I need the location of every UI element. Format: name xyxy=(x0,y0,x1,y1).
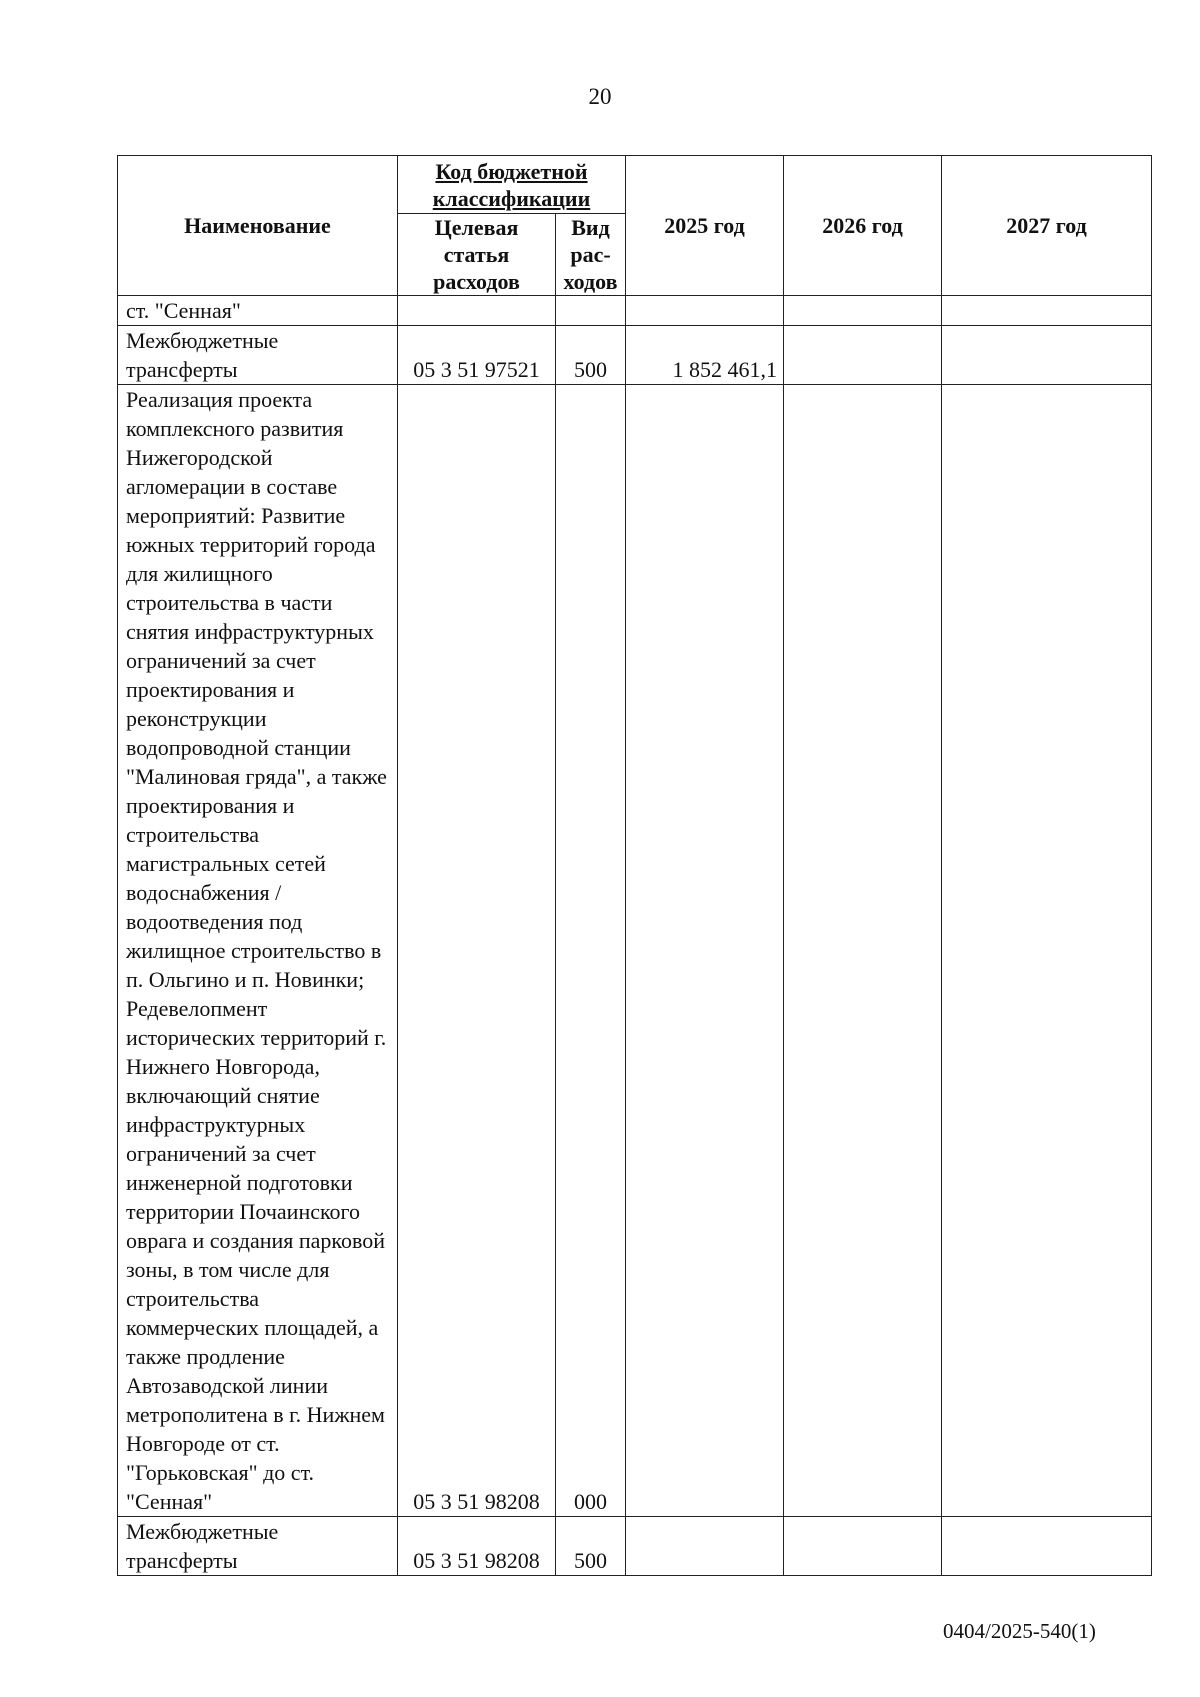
header-name: Наименование xyxy=(118,156,398,296)
header-2027: 2027 год xyxy=(942,156,1152,296)
budget-table xyxy=(117,155,1152,1576)
row-name: Реализация проекта комплексного развития Нижегородской агломерации в составе мероприятий: Развитие южных территорий города для жилищного строительства в части снятия инфраструктурных ограничений за счет проектирования и реконструкции водопроводной станции "Малиновая гряда", а также проектирования и строительства магистральных сетей водоснабжения / водоотведения под жилищное строительство в п. Ольгино и п. Новинки; Редевелопмент исторических территорий г. Нижнего Новгорода, включающий снятие инфраструктурных ограничений за счет инженерной подготовки территории Почаинского оврага и создания парковой зоны, в том числе для строительства коммерческих площадей, а также продление Автозаводской линии метрополитена в г. Нижнем Новгороде от ст. "Горьковская" до ст. "Сенная" xyxy=(118,385,398,1517)
header-expense-type: Вид рас-ходов xyxy=(556,214,626,296)
row-2026 xyxy=(784,296,942,326)
row-2027 xyxy=(942,326,1152,385)
header-2025: 2025 год xyxy=(626,156,784,296)
row-name: ст. "Сенная" xyxy=(118,296,398,326)
row-2025: 1 852 461,1 xyxy=(626,326,784,385)
row-name: Межбюджетные трансферты xyxy=(118,1517,398,1576)
row-code: 05 3 51 98208 xyxy=(398,1517,556,1576)
row-2025 xyxy=(626,385,784,1517)
header-target-article: Целевая статья расходов xyxy=(398,214,556,296)
row-2027 xyxy=(942,1517,1152,1576)
row-2026 xyxy=(784,1517,942,1576)
row-2027 xyxy=(942,296,1152,326)
row-2025 xyxy=(626,296,784,326)
header-code-group: Код бюджетной классификации xyxy=(398,156,626,214)
row-kind: 500 xyxy=(556,1517,626,1576)
header-2026: 2026 год xyxy=(784,156,942,296)
table-row xyxy=(118,296,1152,326)
row-code xyxy=(398,296,556,326)
row-kind: 500 xyxy=(556,326,626,385)
document-code: 0404/2025-540(1) xyxy=(943,1619,1096,1643)
table-row xyxy=(118,326,1152,385)
row-kind xyxy=(556,296,626,326)
row-name: Межбюджетные трансферты xyxy=(118,326,398,385)
table-row xyxy=(118,385,1152,1517)
row-code: 05 3 51 98208 xyxy=(398,385,556,1517)
row-kind: 000 xyxy=(556,385,626,1517)
table-row xyxy=(118,1517,1152,1576)
row-2026 xyxy=(784,385,942,1517)
row-2025 xyxy=(626,1517,784,1576)
row-code: 05 3 51 97521 xyxy=(398,326,556,385)
row-2027 xyxy=(942,385,1152,1517)
row-2026 xyxy=(784,326,942,385)
page-number: 20 xyxy=(588,84,612,109)
